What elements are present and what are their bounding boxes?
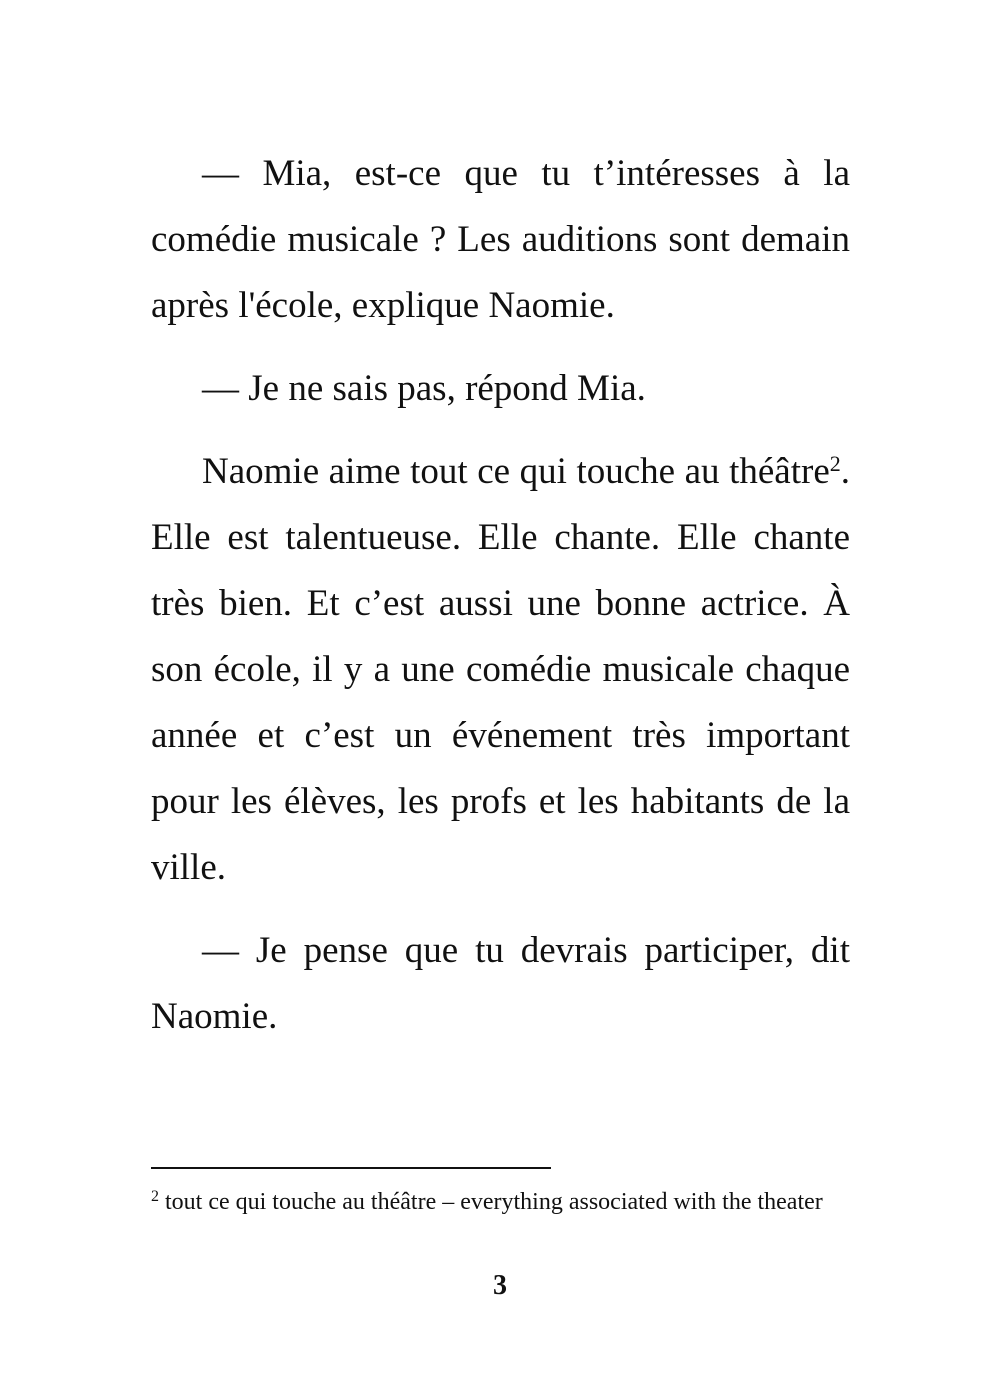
paragraph-text: . Elle est talentueuse. Elle chante. Elle chante très bien. Et c’est aussi une bonne actrice. À son école, il y a une comédie musicale chaque année et c’est un événement très important pour les élèves, les profs et les habitants de la ville. xyxy=(151,451,850,888)
paragraph: — Je pense que tu devrais participer, dit Naomie. xyxy=(151,930,850,1037)
paragraph: — Je ne sais pas, répond Mia. xyxy=(202,368,646,409)
footnote-divider xyxy=(151,1167,551,1169)
paragraph xyxy=(151,439,850,901)
footnote-text: tout ce qui touche au théâtre – everything associated with the theater xyxy=(159,1189,823,1215)
body-text xyxy=(151,141,850,1067)
footnote xyxy=(151,1186,850,1218)
paragraph: — Mia, est-ce que tu t’intéresses à la comédie musicale ? Les auditions sont demain après l'école, explique Naomie. xyxy=(151,153,850,326)
footnote-mark: 2 xyxy=(151,1188,159,1205)
footnote-reference[interactable]: 2 xyxy=(829,451,841,476)
paragraph-text: Naomie aime tout ce qui touche au théâtre xyxy=(202,451,830,492)
page-number: 3 xyxy=(493,1270,507,1301)
